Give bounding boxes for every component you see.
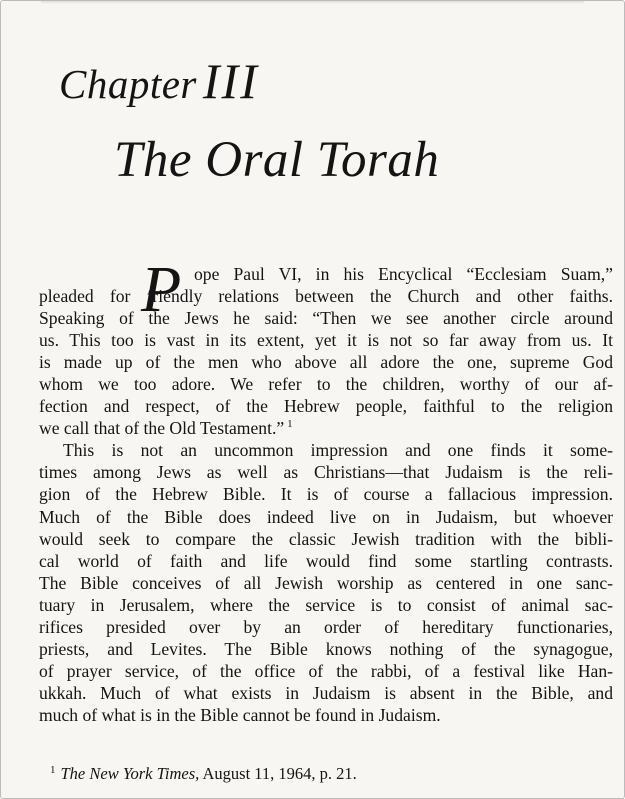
- text-line: of prayer service, of the office of the rabbi, of a festival like Han-: [39, 660, 613, 681]
- text-line: is made up of the men who above all adore the one, supreme God: [39, 352, 613, 373]
- text-line: Much of the Bible does indeed live on in Judaism, but whoever: [39, 506, 613, 527]
- text-line: rifices presided over by an order of hereditary functionaries,: [39, 616, 613, 637]
- text-line: fection and respect, of the Hebrew people, faithful to the religion: [39, 396, 613, 417]
- text-line: tuary in Jerusalem, where the service is to consist of animal sac-: [39, 594, 613, 615]
- text-line: This is not an uncommon impression and one finds it some-: [63, 440, 613, 461]
- text-line: us. This too is vast in its extent, yet it is not so far away from us. It: [39, 330, 613, 351]
- text-line: times among Jews as well as Christians—that Judaism is the reli-: [39, 462, 613, 483]
- text-line: cal world of faith and life would find some startling contrasts.: [39, 550, 613, 571]
- text-line: whom we too adore. We refer to the children, worthy of our af-: [39, 374, 613, 395]
- footnote-reference: 1: [287, 418, 293, 431]
- quote-end-text: we call that of the Old Testament.”: [39, 418, 285, 439]
- footnote: [50, 763, 357, 785]
- footnote-source: The New York Times,: [60, 764, 200, 783]
- chapter-numeral: III: [202, 53, 259, 109]
- text-line: Speaking of the Jews he said: “Then we see another circle around: [39, 308, 613, 329]
- text-line: priests, and Levites. The Bible knows nothing of the synagogue,: [39, 638, 613, 659]
- chapter-title: The Oral Torah: [114, 132, 440, 188]
- text-line: ukkah. Much of what exists in Judaism is absent in the Bible, and: [39, 682, 613, 703]
- text-line: would seek to compare the classic Jewish tradition with the bibli-: [39, 528, 613, 549]
- text-line: pleaded for friendly relations between the Church and other faiths.: [39, 286, 613, 307]
- text-line: ope Paul VI, in his Encyclical “Ecclesiam Suam,”: [194, 264, 613, 284]
- chapter-word: Chapter: [59, 61, 197, 107]
- chapter-label: [59, 55, 259, 111]
- text-line-paragraph-end: much of what is in the Bible cannot be found in Judaism.: [39, 704, 441, 725]
- text-line-last-quote: [39, 417, 613, 439]
- text-line: gion of the Hebrew Bible. It is of course a fallacious impression.: [39, 484, 613, 505]
- text-line: The Bible conceives of all Jewish worship as centered in one sanc-: [39, 572, 613, 593]
- body-text: [39, 263, 613, 726]
- drop-cap: P: [141, 253, 182, 326]
- footnote-detail: August 11, 1964, p. 21.: [202, 764, 357, 783]
- footnote-number: 1: [50, 763, 56, 776]
- page-top-edge: [41, 1, 584, 4]
